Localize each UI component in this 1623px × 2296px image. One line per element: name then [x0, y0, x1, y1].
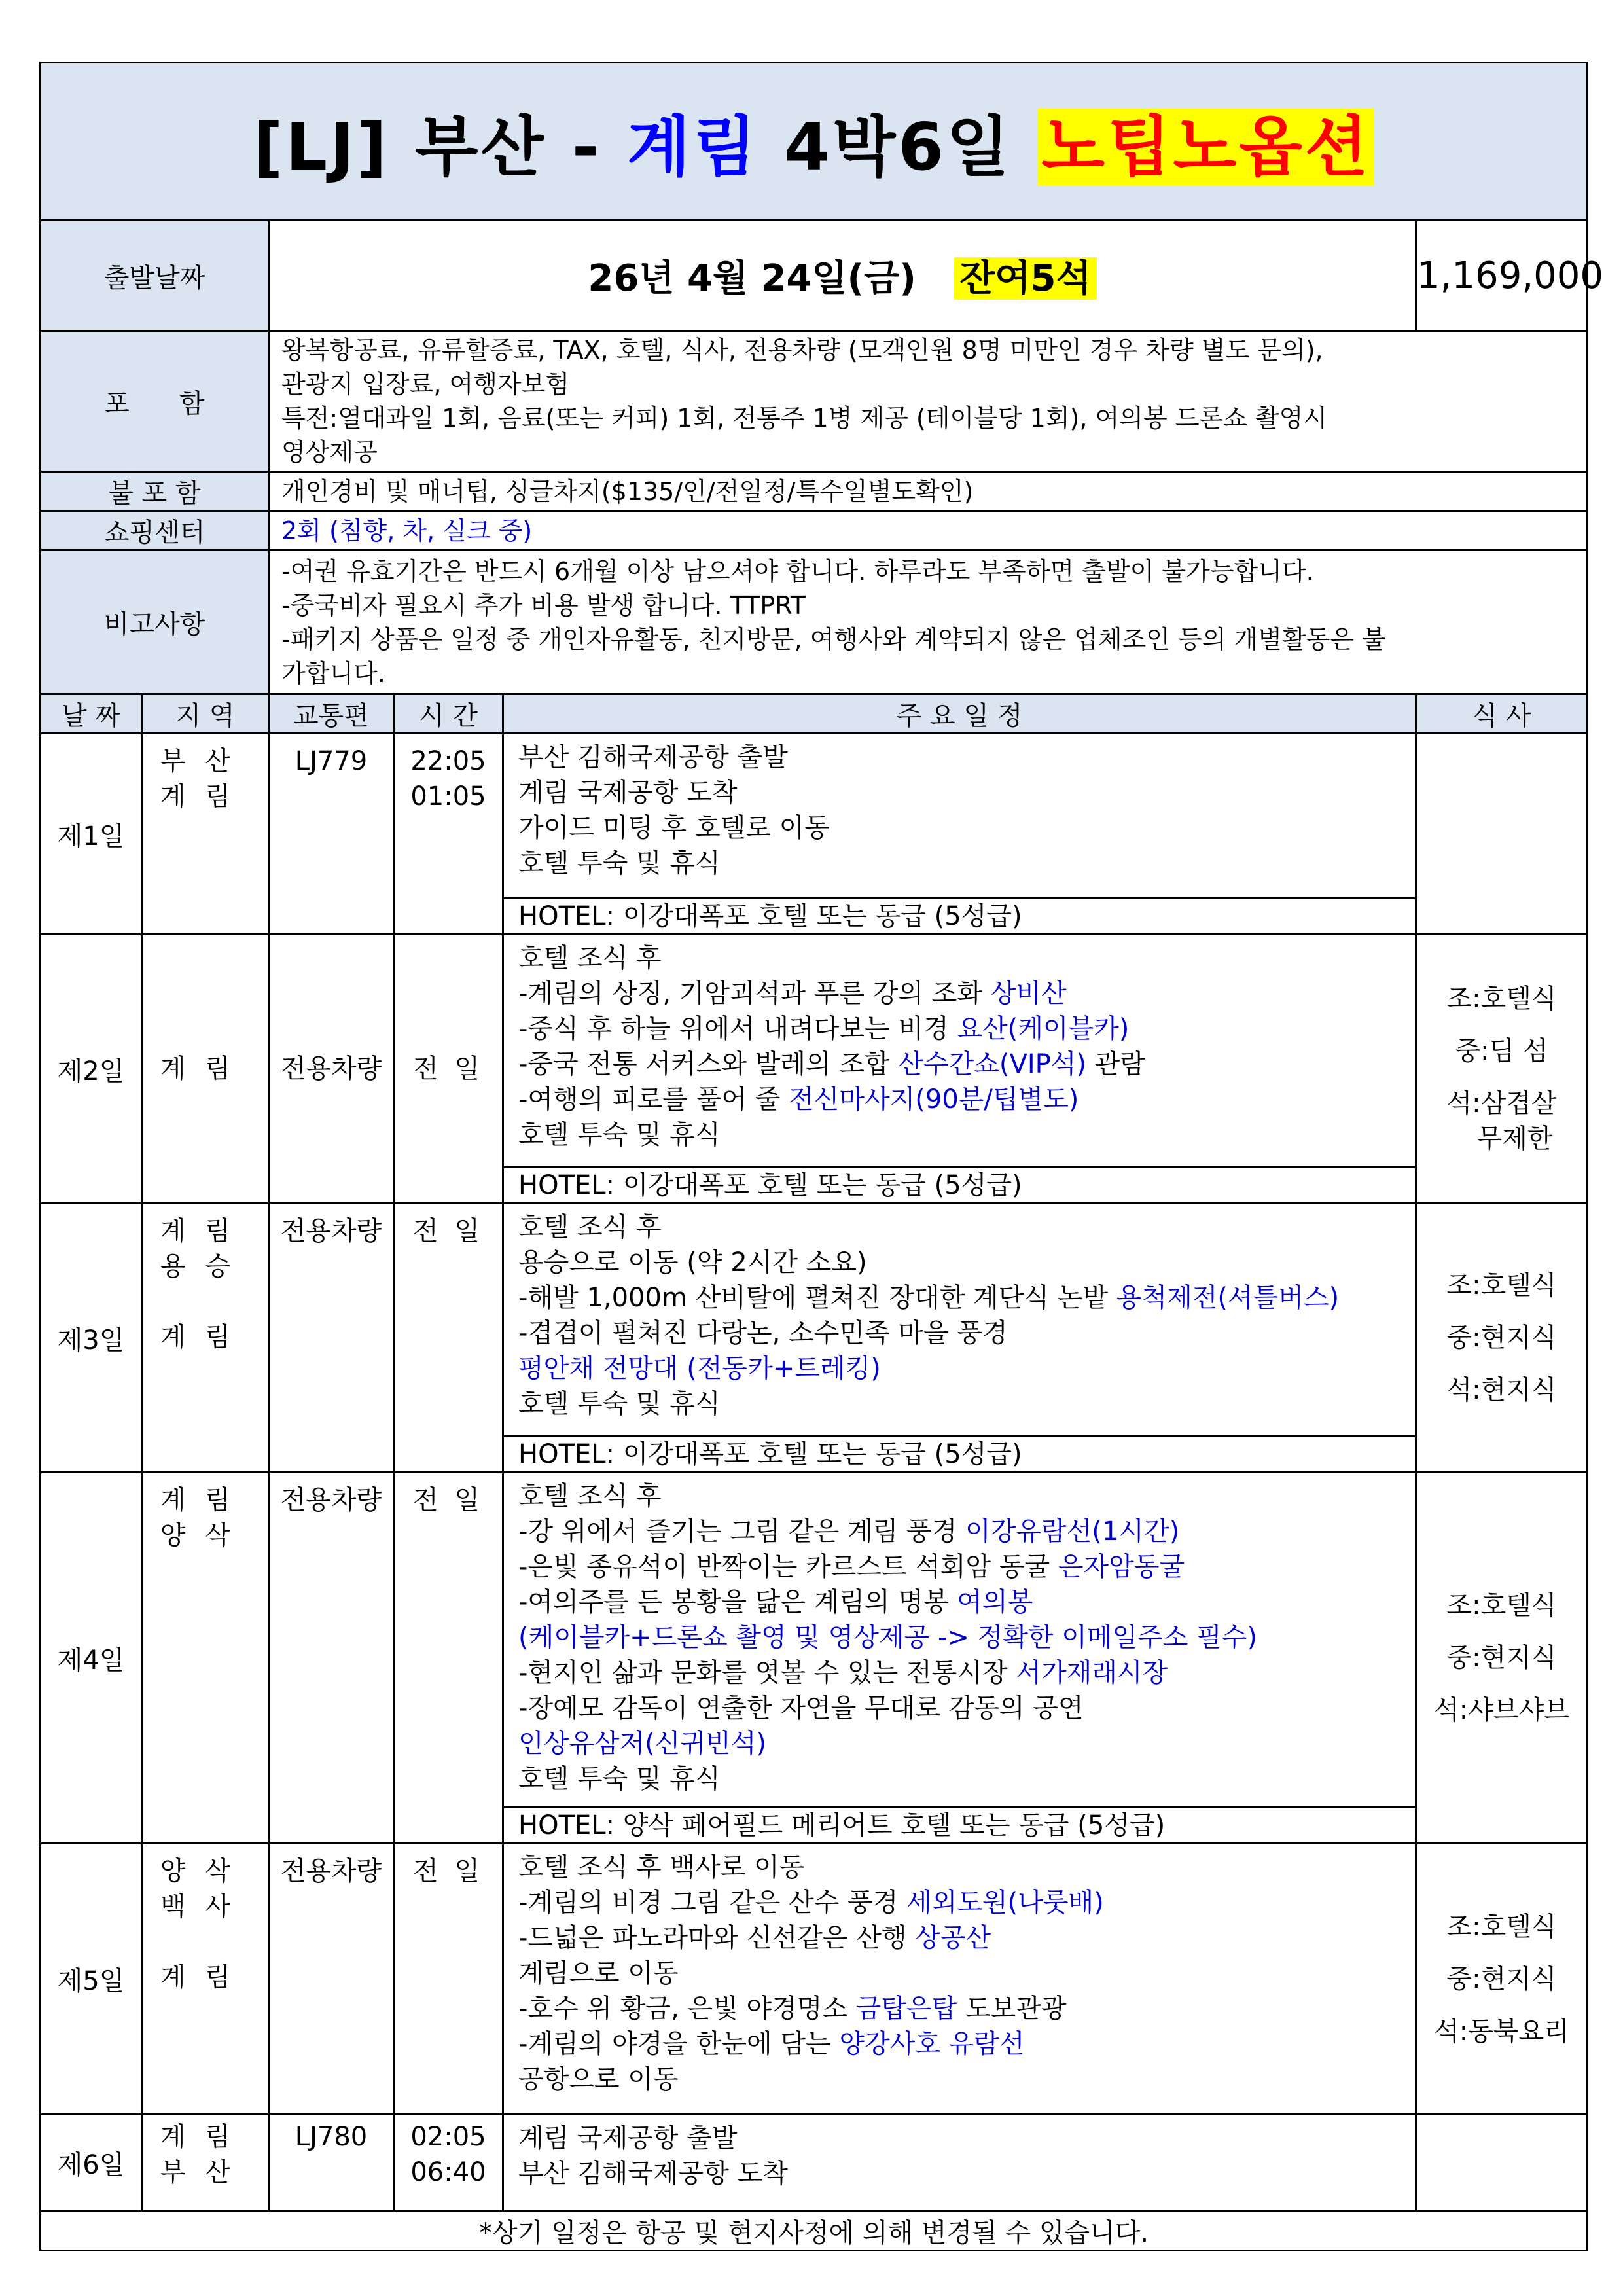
remarks-text: -여권 유효기간은 반드시 6개월 이상 남으셔야 합니다. 하루라도 부족하면 출발이 불가능합니다. -중국비자 필요시 추가 비용 발생 합니다. TTPRT -패키지 상품은 일정 중 개인자유활동, 친지방문, 여행사와 계약되지 않은 업체조인 등의 개별활동은 불 가합니다. — [269, 550, 1588, 694]
day-transport: LJ780 — [269, 2115, 394, 2212]
day-meals: 조:호텔식 중:현지식 석:샤브샤브 — [1416, 1473, 1588, 1844]
seats-badge: 잔여5석 — [954, 257, 1096, 300]
header-transport: 교통편 — [269, 694, 394, 734]
schedule-line: 호텔 투숙 및 휴식 — [518, 1764, 721, 1794]
schedule-header-row — [41, 694, 1588, 734]
header-schedule: 주 요 일 정 — [503, 694, 1416, 734]
included-label: 포 함 — [41, 331, 269, 472]
included-text: 왕복항공료, 유류할증료, TAX, 호텔, 식사, 전용차량 (모객인원 8명 미만인 경우 차량 별도 문의), 관광지 입장료, 여행자보험 특전:열대과일 1회, 음료(또는 커피) 1회, 전통주 1병 제공 (테이블당 1회), 여의봉 드론쇼 촬영시 영상제공 — [269, 331, 1588, 472]
schedule-line: -중국 전통 서커스와 발레의 조합 산수간쇼(VIP석) 관람 — [518, 1049, 1146, 1079]
schedule-line: -여행의 피로를 풀어 줄 전신마사지(90분/팁별도) — [518, 1085, 1079, 1115]
day-label: 제5일 — [41, 1844, 142, 2115]
schedule-line: 공항으로 이동 — [518, 2064, 679, 2094]
day-region: 양삭 백사 계림 — [142, 1844, 269, 2115]
day-time: 02:05 06:40 — [394, 2115, 503, 2212]
page-title: [LJ] 부산 - 계림 4박6일 노팁노옵션 — [41, 63, 1588, 221]
schedule-line: 용승으로 이동 (약 2시간 소요) — [518, 1247, 867, 1278]
day-transport: 전용차량 — [269, 935, 394, 1204]
day-schedule — [503, 1204, 1416, 1437]
day-transport: 전용차량 — [269, 1844, 394, 2115]
shopping-text: 2회 (침향, 차, 실크 중) — [269, 511, 1588, 550]
schedule-line: -겹겹이 펼쳐진 다랑논, 소수민족 마을 풍경 — [518, 1318, 1008, 1348]
schedule-line: -계림의 야경을 한눈에 담는 양강사호 유람선 — [518, 2029, 1025, 2059]
day-hotel: HOTEL: 이강대폭포 호텔 또는 동급 (5성급) — [503, 1437, 1416, 1473]
itinerary-table — [39, 62, 1604, 2251]
shopping-label: 쇼핑센터 — [41, 511, 269, 550]
day-schedule — [503, 935, 1416, 1168]
day-schedule — [503, 1473, 1416, 1808]
day-label: 제4일 — [41, 1473, 142, 1844]
day-time: 전 일 — [394, 1204, 503, 1473]
day-schedule — [503, 1844, 1416, 2115]
itinerary-sheet — [39, 62, 1604, 2251]
schedule-line: 호텔 조식 후 — [518, 943, 662, 973]
day-region: 계림 — [142, 935, 269, 1204]
day-label: 제3일 — [41, 1204, 142, 1473]
schedule-line: 호텔 투숙 및 휴식 — [518, 1120, 721, 1150]
header-region: 지 역 — [142, 694, 269, 734]
schedule-line: -강 위에서 즐기는 그림 같은 계림 풍경 이강유람선(1시간) — [518, 1516, 1180, 1547]
schedule-line: 인상유삼저(신귀빈석) — [518, 1729, 766, 1759]
schedule-line: -은빛 종유석이 반짝이는 카르스트 석회암 동굴 은자암동굴 — [518, 1552, 1185, 1582]
day-schedule: 부산 김해국제공항 출발 계림 국제공항 도착 가이드 미팅 후 호텔로 이동 호텔 투숙 및 휴식 — [503, 734, 1416, 899]
day-hotel: HOTEL: 이강대폭포 호텔 또는 동급 (5성급) — [503, 1168, 1416, 1204]
header-meal: 식 사 — [1416, 694, 1588, 734]
header-day: 날 짜 — [41, 694, 142, 734]
day-time: 전 일 — [394, 935, 503, 1204]
header-time: 시 간 — [394, 694, 503, 734]
day-meals — [1416, 2115, 1588, 2212]
schedule-line: -호수 위 황금, 은빛 야경명소 금탑은탑 도보관광 — [518, 1994, 1067, 2024]
schedule-line: -계림의 비경 그림 같은 산수 풍경 세외도원(나룻배) — [518, 1888, 1104, 1918]
schedule-line: -계림의 상징, 기암괴석과 푸른 강의 조화 상비산 — [518, 978, 1067, 1009]
schedule-line: 평안채 전망대 (전동카+트레킹) — [518, 1354, 881, 1384]
remarks-label: 비고사항 — [41, 550, 269, 694]
schedule-line: -해발 1,000m 산비탈에 펼쳐진 장대한 계단식 논밭 용척제전(셔틀버스) — [518, 1283, 1340, 1313]
excluded-text: 개인경비 및 매너팁, 싱글차지($135/인/전일정/특수일별도확인) — [269, 472, 1588, 511]
day-time: 전 일 — [394, 1844, 503, 2115]
day-label: 제1일 — [41, 734, 142, 935]
day-meals: 조:호텔식 중:현지식 석:현지식 — [1416, 1204, 1588, 1473]
schedule-line: -드넓은 파노라마와 신선같은 산행 상공산 — [518, 1923, 991, 1953]
schedule-line: 계림으로 이동 — [518, 1958, 679, 1988]
footer-note: *상기 일정은 항공 및 현지사정에 의해 변경될 수 있습니다. — [41, 2212, 1588, 2251]
day-schedule: 계림 국제공항 출발 부산 김해국제공항 도착 — [503, 2115, 1416, 2212]
day-transport: 전용차량 — [269, 1473, 394, 1844]
schedule-line: 호텔 조식 후 — [518, 1212, 662, 1242]
schedule-line: -중식 후 하늘 위에서 내려다보는 비경 요산(케이블카) — [518, 1014, 1130, 1044]
schedule-line: -여의주를 든 봉황을 닮은 계림의 명봉 여의봉 — [518, 1587, 1033, 1617]
day-time: 22:05 01:05 — [394, 734, 503, 935]
schedule-line: -장예모 감독이 연출한 자연을 무대로 감동의 공연 — [518, 1693, 1084, 1723]
day-hotel: HOTEL: 이강대폭포 호텔 또는 동급 (5성급) — [503, 899, 1416, 935]
day-region: 부산 계림 — [142, 734, 269, 935]
day-meals: 조:호텔식 중:딤 섬 석:삼겹살 무제한 — [1416, 935, 1588, 1204]
day-label: 제6일 — [41, 2115, 142, 2212]
schedule-line: (케이블카+드론쇼 촬영 및 영상제공 -> 정확한 이메일주소 필수) — [518, 1623, 1258, 1653]
day-transport: LJ779 — [269, 734, 394, 935]
departure-label: 출발날짜 — [41, 221, 269, 331]
day-region: 계림 용승 계림 — [142, 1204, 269, 1473]
day-time: 전 일 — [394, 1473, 503, 1844]
day-region: 계림 양삭 — [142, 1473, 269, 1844]
schedule-line: 호텔 투숙 및 휴식 — [518, 1389, 721, 1419]
schedule-line: 호텔 조식 후 백사로 이동 — [518, 1852, 805, 1882]
departure-date: 26년 4월 24일(금) 잔여5석 — [269, 221, 1416, 331]
day-label: 제2일 — [41, 935, 142, 1204]
schedule-line: 호텔 조식 후 — [518, 1481, 662, 1511]
day-hotel: HOTEL: 양삭 페어필드 메리어트 호텔 또는 동급 (5성급) — [503, 1808, 1416, 1844]
day-region: 계림 부산 — [142, 2115, 269, 2212]
day-transport: 전용차량 — [269, 1204, 394, 1473]
day-meals: 조:호텔식 중:현지식 석:동북요리 — [1416, 1844, 1588, 2115]
schedule-line: -현지인 삶과 문화를 엿볼 수 있는 전통시장 서가재래시장 — [518, 1658, 1168, 1688]
day-meals — [1416, 734, 1588, 935]
price: 1,169,000 — [1416, 221, 1588, 331]
excluded-label: 불 포 함 — [41, 472, 269, 511]
